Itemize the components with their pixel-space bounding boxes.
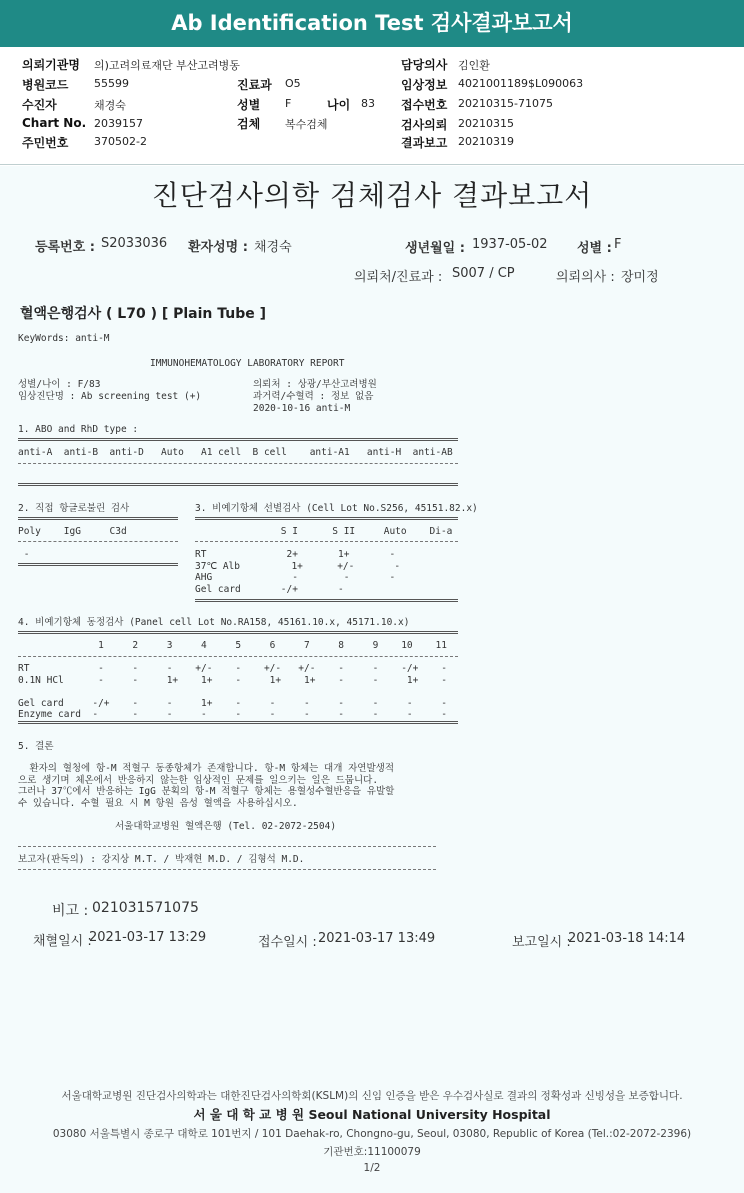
- abo-title: 1. ABO and RhD type :: [18, 424, 139, 435]
- panel-title: 4. 비예기항체 동정검사 (Panel cell Lot No.RA158, 45161.10.x, 45171.10.x): [18, 617, 410, 628]
- report-title: 진단검사의학 검체검사 결과보고서: [151, 179, 593, 212]
- sex-label: 성별: [237, 98, 261, 112]
- sex-age: 성별/나이 : F/83: [18, 379, 101, 390]
- resident-label: 주민번호: [22, 136, 69, 150]
- reception-label: 접수번호: [401, 98, 448, 112]
- result-label: 결과보고: [401, 136, 448, 150]
- birth-label: 생년월일 :: [405, 241, 465, 256]
- result-value: 20210319: [458, 135, 514, 148]
- chart-value: 2039157: [94, 117, 143, 130]
- history: 과거력/수혈력 : 정보 없음: [253, 391, 374, 402]
- screen-title: 3. 비예기항체 선별검사 (Cell Lot No.S256, 45151.82.x): [195, 503, 478, 514]
- keywords: KeyWords: anti-M: [18, 333, 110, 344]
- chart-label: Chart No.: [22, 116, 87, 130]
- conclusion-text: 환자의 혈청에 항-M 적혈구 동종항체가 존재합니다. 항-M 항체는 대개 자연발생적 으로 생기며 체온에서 반응하지 않는한 임상적인 문제를 일으키는 일은 드뭅니다. 그러나 37℃에서 반응하는 IgG 분획의 항-M 적혈구 항체는 용혈성수혈반응을 유발할 수 있습니다. 수혈 필요 시 M 항원 음성 혈액을 사용하십시오.: [18, 763, 395, 809]
- panel-rule-top: [18, 631, 458, 634]
- institution-value: 의)고려의료재단 부산고려병동: [94, 59, 240, 72]
- screen-rule-bottom: [195, 599, 458, 602]
- doctor-label: 담당의사: [401, 58, 448, 72]
- panel-rule-bottom: [18, 721, 458, 724]
- age-value: 83: [361, 97, 375, 110]
- section-title: 혈액은행검사 ( L70 ) [ Plain Tube ]: [20, 306, 267, 322]
- birth-value: 1937-05-02: [472, 237, 548, 252]
- institution-label: 의뢰기관명: [22, 58, 80, 72]
- panel-header: 1 2 3 4 5 6 7 8 9 10 11: [18, 640, 447, 651]
- reg-value: S2033036: [101, 236, 168, 251]
- page-number: 1/2: [363, 1162, 381, 1174]
- dat-rule-top: [18, 517, 178, 520]
- origin: 의뢰처 : 상광/부산고려병원: [253, 379, 377, 390]
- dat-rule-bottom: [18, 563, 178, 566]
- age-label: 나이: [327, 98, 351, 112]
- doctor-value: 김인환: [458, 59, 490, 72]
- order-dept-label: 의뢰처/진료과 :: [354, 270, 443, 285]
- resident-value: 370502-2: [94, 135, 147, 148]
- receive-value: 2021-03-17 13:49: [318, 931, 436, 946]
- screen-rule-mid: [195, 541, 458, 542]
- specimen-value: 복수검체: [285, 118, 328, 131]
- request-value: 20210315: [458, 117, 514, 130]
- clinical-value: 4021001189$L090063: [458, 77, 584, 90]
- patient-label: 환자성명 :: [188, 240, 248, 255]
- abo-rule-mid: [18, 463, 458, 464]
- diagnosis: 임상진단명 : Ab screening test (+): [18, 391, 202, 402]
- conclusion-title: 5. 결론: [18, 741, 54, 752]
- reportdate-value: 2021-03-18 14:14: [568, 931, 686, 946]
- order-dept-value: S007 / CP: [452, 266, 515, 281]
- hospital-code-label: 병원코드: [22, 78, 69, 92]
- blood-bank: 서울대학교병원 혈액은행 (Tel. 02-2072-2504): [115, 821, 337, 832]
- reportdate-label: 보고일시 :: [512, 935, 571, 950]
- certification-note: 서울대학교병원 진단검사의학과는 대한진단검사의학회(KSLM)의 신임 인증을 받은 우수검사실로 결과의 정확성과 신빙성을 보증합니다.: [61, 1090, 683, 1102]
- history-date: 2020-10-16 anti-M: [253, 403, 351, 414]
- examinee-value: 채경숙: [94, 99, 126, 112]
- order-doctor-label: 의뢰의사 :: [556, 270, 615, 285]
- abo-rule-bottom: [18, 483, 458, 486]
- lab-report-title: IMMUNOHEMATOLOGY LABORATORY REPORT: [150, 358, 345, 369]
- report-banner-title: Ab Identification Test 검사결과보고서: [0, 0, 744, 47]
- receive-label: 접수일시 :: [258, 935, 317, 950]
- report-sex-label: 성별 :: [577, 241, 612, 256]
- dept-value: O5: [285, 77, 301, 90]
- order-doctor-value: 장미정: [621, 270, 659, 285]
- request-header: [0, 49, 744, 165]
- hospital-name: 서 울 대 학 교 병 원 Seoul National University Hospital: [193, 1107, 551, 1122]
- clinical-label: 임상정보: [401, 78, 448, 92]
- panel-rows: RT - - - +/- - +/- +/- - - -/+ - 0.1N HCl - - 1+ 1+ - 1+ 1+ - - 1+ - Gel card -/+ - - 1+ - - - - - - - Enzyme card - - - - - - - - - - -: [18, 663, 447, 720]
- remark-label: 비고 :: [52, 903, 89, 919]
- dept-label: 진료과: [237, 78, 272, 92]
- examinee-label: 수진자: [22, 98, 57, 112]
- panel-rule-mid: [18, 656, 458, 657]
- hospital-code-value: 55599: [94, 77, 129, 90]
- patient-value: 채경숙: [254, 240, 292, 255]
- lab-report: [0, 166, 744, 1193]
- specimen-label: 검체: [237, 117, 261, 131]
- reporter: 보고자(판독의) : 강지상 M.T. / 박재현 M.D. / 김형석 M.D.: [18, 854, 305, 865]
- dat-values: -: [18, 549, 30, 560]
- abo-rule-top: [18, 438, 458, 441]
- institution-number: 기관번호:11100079: [323, 1146, 421, 1158]
- reception-value: 20210315-71075: [458, 97, 553, 110]
- remark-value: 021031571075: [92, 900, 199, 916]
- reporter-rule-top: [18, 846, 436, 847]
- dat-rule-mid: [18, 541, 178, 542]
- collect-value: 2021-03-17 13:29: [89, 930, 207, 945]
- collect-label: 채혈일시 :: [33, 934, 92, 949]
- dat-headers: Poly IgG C3d: [18, 526, 127, 537]
- reporter-rule-bottom: [18, 869, 436, 870]
- hospital-address: 03080 서울특별시 종로구 대학로 101번지 / 101 Daehak-ro, Chongno-gu, Seoul, 03080, Republic of Korea (Tel.:02-2072-2396): [52, 1128, 692, 1140]
- request-label: 검사의뢰: [401, 118, 448, 132]
- abo-headers: anti-A anti-B anti-D Auto A1 cell B cell anti-A1 anti-H anti-AB: [18, 447, 453, 458]
- report-sex-value: F: [614, 237, 622, 252]
- dat-title: 2. 직접 항글로불린 검사: [18, 503, 130, 514]
- screen-table: S I S II Auto Di-a RT 2+ 1+ - 37℃ Alb 1+ +/- - AHG - - - Gel card -/+ -: [195, 526, 453, 595]
- reg-label: 등록번호 :: [35, 240, 95, 255]
- screen-rule-top: [195, 517, 458, 520]
- sex-value: F: [285, 97, 292, 110]
